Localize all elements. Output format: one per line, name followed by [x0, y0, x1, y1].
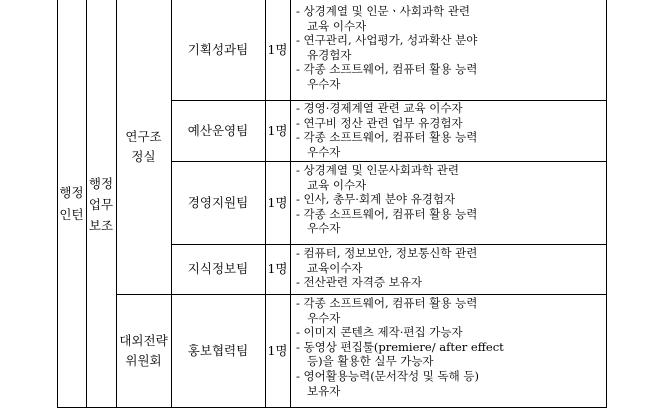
qualification-line: 우수자: [307, 144, 341, 159]
qualification-line: - 동영상 편집툴(premiere/ after effect: [296, 339, 504, 354]
grid-line: [171, 100, 607, 101]
qualification-list: [290, 163, 607, 244]
team-name: 홍보협력팀: [187, 343, 249, 358]
grid-line: [57, 407, 607, 408]
qualification-list: [290, 101, 607, 161]
team-name: 경영지원팀: [187, 194, 249, 210]
qualification-line: - 영어활용능력(문서작성 및 독해 등): [296, 368, 480, 383]
qualification-line: 교육 이수자: [307, 18, 367, 33]
grid-line: [57, 0, 58, 408]
qualification-list: [290, 4, 607, 100]
grid-line: [116, 0, 117, 408]
head-count: 1명: [267, 194, 288, 210]
head-count: 1명: [267, 261, 288, 276]
dept-cell-external: [116, 294, 171, 408]
dept-label: 연구조정실: [125, 129, 162, 164]
qualification-line: - 컴퓨터, 정보보안, 정보통신학 관련: [296, 246, 478, 260]
grid-line: [265, 0, 266, 408]
grid-line: [171, 244, 607, 245]
recruitment-table: [57, 0, 607, 408]
qualification-line: - 각종 소프트웨어, 컴퓨터 활용 능력: [296, 62, 478, 77]
team-name: 기획성과팀: [187, 42, 249, 57]
grid-line: [606, 0, 607, 408]
qualification-line: - 각종 소프트웨어, 컴퓨터 활용 능력: [296, 130, 478, 145]
qualification-line: - 상경계열 및 인문ㆍ사회과학 관련: [296, 4, 471, 18]
qualification-line: - 각종 소프트웨어, 컴퓨터 활용 능력: [296, 296, 478, 310]
qualification-line: - 인사, 총무·회계 분야 유경험자: [296, 192, 456, 207]
qualification-line: 우수자: [307, 221, 341, 236]
category-cell: [57, 0, 86, 408]
field-cell: [86, 0, 116, 408]
grid-line: [290, 0, 291, 408]
category-label: 행정인턴: [59, 185, 84, 222]
qualification-line: - 상경계열 및 인문사회과학 관련: [296, 163, 459, 177]
qualification-line: 교육이수자: [307, 260, 363, 275]
grid-line: [171, 161, 607, 162]
qualification-line: - 경영·경제계열 관련 교육 이수자: [296, 101, 463, 115]
qualification-line: - 연구비 정산 관련 업무 유경험자: [296, 115, 463, 130]
qualification-line: 우수자: [307, 310, 341, 325]
team-name: 예산운영팀: [187, 122, 249, 138]
qualification-line: 교육 이수자: [307, 177, 367, 192]
qualification-line: 보유자: [307, 383, 341, 398]
head-count: 1명: [267, 343, 288, 358]
grid-line: [86, 0, 87, 408]
qualification-line: - 이미지 콘텐츠 제작·편집 가능자: [296, 325, 463, 340]
team-name: 지식정보팀: [187, 261, 249, 276]
dept-cell-research: [116, 0, 171, 294]
head-count: 1명: [267, 42, 288, 57]
qualification-list: [290, 296, 607, 408]
qualification-line: 유경험자: [307, 47, 352, 62]
qualification-line: - 각종 소프트웨어, 컴퓨터 활용 능력: [296, 206, 478, 221]
grid-line: [171, 0, 172, 408]
field-label: 행정업무보조: [88, 175, 114, 233]
qualification-line: 등)을 활용한 실무 가능자: [307, 354, 434, 369]
grid-line: [116, 294, 607, 295]
head-count: 1명: [267, 122, 288, 138]
qualification-line: - 전산관련 자격증 보유자: [296, 275, 422, 290]
dept-label: 대외전략위원회: [119, 333, 168, 368]
qualification-line: 우수자: [307, 76, 341, 91]
qualification-line: - 연구관리, 사업평가, 성과확산 분야: [296, 33, 478, 48]
qualification-list: [290, 246, 607, 294]
